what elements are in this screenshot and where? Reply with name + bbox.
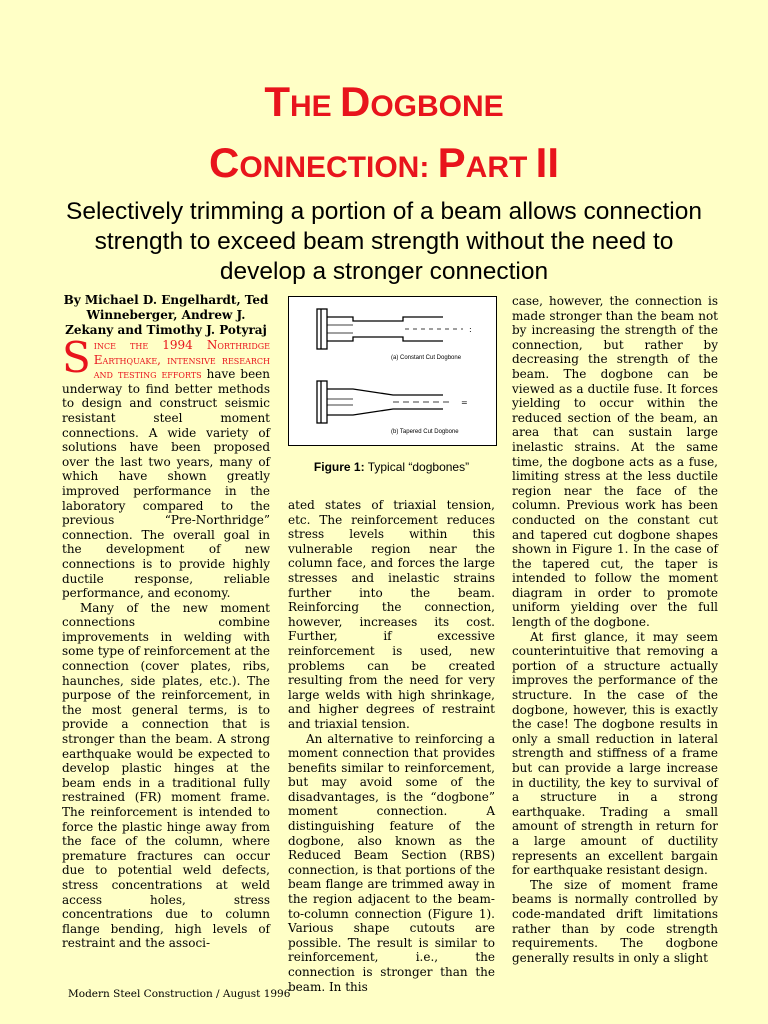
caption-text: Typical “dogbones” [364, 460, 470, 474]
lead-in: ince the 1994 Northridge Earthquake, intensive research and testing efforts [93, 338, 270, 382]
section-mark: = [461, 398, 468, 407]
dogbone-drawing [293, 301, 492, 441]
column-2 [288, 498, 495, 994]
paragraph-6: At first glance, it may seem counterintuitive that removing a portion of a structure actually improves the performance of the structure. In the case of the dogbone, however, this is exactly the case! The dogbone results in only a small reduction in lateral strength and stiffness of a frame but can provide a large increase in ductility, the key to survival of a structure in a strong earthquake. Trading a small amount of strength in return for a large amount of ductility represents an excellent bargain for earthquake resistant design. [512, 629, 718, 878]
title-line-1 [0, 74, 768, 135]
constant-cut-dogbone [317, 309, 472, 349]
article-title [0, 74, 768, 196]
article-subtitle: Selectively trimming a portion of a beam allows connection strength to exceed beam strength without the need to develop a stronger connection [66, 198, 702, 285]
figure-1-dogbone-diagram [288, 296, 497, 446]
paragraph-7: The size of moment frame beams is normally controlled by code-mandated drift limitations rather than by code strength requirements. The dogbone generally results in only a slight [512, 877, 718, 965]
paragraph-1 [62, 333, 270, 601]
title-text: HE [289, 90, 340, 123]
title-initial: T [264, 78, 290, 125]
section-mark: : [469, 325, 472, 334]
tapered-cut-dogbone [317, 381, 468, 423]
label-b: (b) Tapered Cut Dogbone [391, 429, 459, 435]
paragraph-3: ated states of triaxial tension, etc. The reinforcement reduces stress levels within this vulnerable region near the column face, and forces the large stresses and inelastic strains further into the beam. Reinforcing the connection, however, increases its cost. Further, if excessive reinforcement is used, new problems can be created resulting from the need for very large welds with high shrinkage, and higher degrees of restraint and triaxial tension. [288, 498, 495, 731]
page-footer: Modern Steel Construction / August 1996 [68, 988, 291, 1000]
title-text: ART [465, 151, 536, 184]
title-initial: P [437, 139, 466, 186]
title-numeral: II [535, 139, 560, 186]
paragraph-2: Many of the new moment connections combine improvements in welding with some type of reinforcement at the connection (cover plates, ribs, haunches, side plates, etc.). The purpose of the reinforcement, in the most general terms, is to provide a connection that is stronger than the beam. A strong earthquake would be expected to develop plastic hinges at the beam ends in a traditional fully restrained (FR) moment frame. The reinforcement is intended to force the plastic hinge away from the face of the column, where premature fractures can occur due to potential weld defects, stress concentrations at weld access holes, stress concentrations due to column flange bending, high levels of restraint and the associ- [62, 600, 270, 951]
column-flange-b [317, 381, 327, 423]
title-initial: D [339, 78, 371, 125]
label-a: (a) Constant Cut Dogbone [391, 355, 462, 361]
caption-label: Figure 1: [313, 460, 365, 474]
byline: By Michael D. Engelhardt, Ted Winneberger, Andrew J. Zekany and Timothy J. Potyraj [63, 293, 269, 337]
column-flange-a [317, 309, 327, 349]
drop-cap: S [62, 333, 91, 382]
title-initial: C [208, 139, 240, 186]
title-text: ONNECTION: [239, 151, 438, 184]
paragraph-4: An alternative to reinforcing a moment connection that provides benefits similar to reinforcement, but may avoid some of the disadvantages, is the “dogbone” moment connection. A distinguishing feature of the dogbone, also known as the Reduced Beam Section (RBS) connection, is that portions of the beam flange are trimmed away in the region adjacent to the beam-to-column connection (Figure 1). Various shape cutouts are possible. The result is similar to reinforcement, i.e., the connection is stronger than the beam. In this [288, 731, 495, 994]
figure-caption [288, 460, 495, 474]
column-3 [512, 294, 718, 965]
column-1 [62, 293, 270, 951]
paragraph-5: case, however, the connection is made stronger than the beam not by increasing the strength of the connection, but rather by decreasing the strength of the beam. The dogbone can be viewed as a ductile fuse. It forces yielding to occur within the reduced section of the beam, an area that can sustain large inelastic strains. At the same time, the dogbone acts as a fuse, limiting stress at the less ductile region near the face of the column. Previous work has been conducted on the constant cut and tapered cut dogbone shapes shown in Figure 1. In the case of the tapered cut, the taper is intended to follow the moment diagram in order to promote uniform yielding over the full length of the dogbone. [512, 294, 718, 630]
paragraph-1-text: have been underway to find better methods to design and construct seismic resistant steel moment connections. A wide variety of solutions have been proposed over the last two years, many of which have shown greatly improved performance in the laboratory compared to the previous “Pre-Northridge” connection. The overall goal in the development of new connections is to provide highly ductile response, reliable performance, and economy. [62, 367, 270, 601]
title-line-2 [0, 135, 768, 196]
title-text: OGBONE [370, 90, 504, 123]
